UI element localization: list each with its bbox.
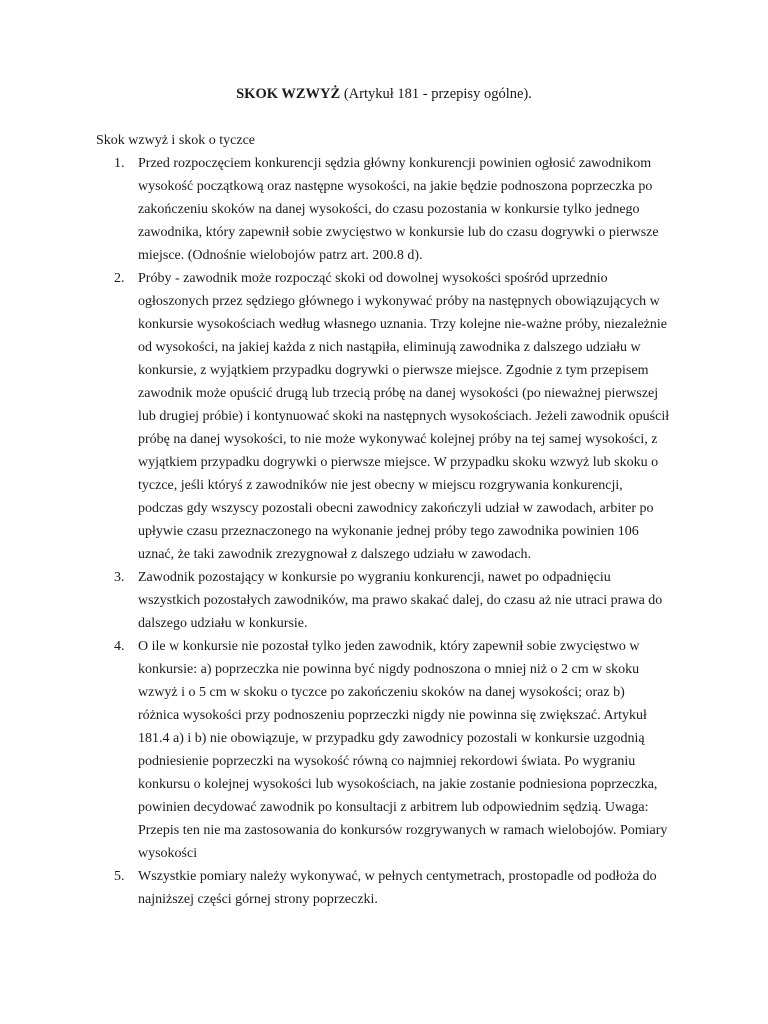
text-line: zakończeniu skoków na danej wysokości, do czasu pozostania w konkursie tylko jednego	[138, 202, 640, 217]
text-line: uznać, że taki zawodnik zrezygnował z dalszego udziału w zawodach.	[138, 547, 531, 562]
text-line: zawodnika, który zapewnił sobie zwycięstwo w konkursie lub do czasu dogrywki o pierwsze	[138, 225, 659, 240]
list-item-number: 1.	[114, 156, 125, 171]
text-line: konkursu o kolejnej wysokości lub wysokościach, na jakie zostanie podniesiona poprzeczka,	[138, 777, 658, 792]
list-item-number: 5.	[114, 869, 125, 884]
text-line: wszystkich pozostałych zawodników, ma prawo skakać dalej, do czasu aż nie utraci prawa do	[138, 593, 663, 608]
text-line: wysokość początkową oraz następne wysokości, na jakie będzie podnoszona poprzeczka po	[138, 179, 653, 194]
list-item-text	[138, 635, 676, 865]
list-item-text	[138, 152, 676, 267]
text-line: powinien decydować zawodnik po konsultacji z arbitrem lub odpowiednim sędzią. Uwaga:	[138, 800, 649, 815]
text-line: wysokości	[138, 846, 198, 861]
list-item-number: 4.	[114, 639, 125, 654]
text-line: tyczce, jeśli któryś z zawodników nie jest obecny w miejscu rozgrywania konkurencji,	[138, 478, 623, 493]
text-line: ogłoszonych przez sędziego głównego i wykonywać próby na następnych obowiązujących w	[138, 294, 660, 309]
list-item	[0, 566, 768, 635]
text-line: miejsce. (Odnośnie wielobojów patrz art. 200.8 d).	[138, 248, 423, 263]
list-item	[0, 152, 768, 267]
list-item	[0, 635, 768, 865]
list-item-text	[138, 865, 676, 911]
text-line: podniesienie poprzeczki na wysokość równą co najmniej rekordowi świata. Po wygraniu	[138, 754, 636, 769]
list-item	[0, 865, 768, 911]
list-item-number: 2.	[114, 271, 125, 286]
text-line: upływie czasu przeznaczonego na wykonanie jednej próby tego zawodnika powinien 106	[138, 524, 639, 539]
text-line: od wysokości, na jakiej każda z nich nastąpiła, eliminują zawodnika z dalszego udziału w	[138, 340, 641, 355]
text-line: Próby - zawodnik może rozpocząć skoki od dowolnej wysokości spośród uprzednio	[138, 271, 608, 286]
text-line: zawodnik może opuścić drugą lub trzecią próbę na danej wysokości (po nieważnej pierwszej	[138, 386, 659, 401]
list-item	[0, 267, 768, 566]
document-title	[0, 84, 768, 104]
text-line: różnica wysokości przy podnoszeniu poprzeczki nigdy nie powinna się zwiększać. Artykuł	[138, 708, 647, 723]
text-line: Przepis ten nie ma zastosowania do konkursów rozgrywanych w ramach wielobojów. Pomiary	[138, 823, 668, 838]
text-line: Przed rozpoczęciem konkurencji sędzia główny konkurencji powinien ogłosić zawodnikom	[138, 156, 652, 171]
section-subtitle: Skok wzwyż i skok o tyczce	[96, 133, 256, 148]
text-line: próbę na danej wysokości, to nie może wykonywać kolejnej próby na tej samej wysokości, z	[138, 432, 658, 447]
numbered-rule-list	[0, 152, 768, 911]
text-line: wzwyż i o 5 cm w skoku o tyczce po zakończeniu skoków na danej wysokości; oraz b)	[138, 685, 625, 700]
list-item-number: 3.	[114, 570, 125, 585]
text-line: konkursie, z wyjątkiem przypadku dogrywki o pierwsze miejsce. Zgodnie z tym przepisem	[138, 363, 649, 378]
list-item-text	[138, 566, 676, 635]
text-line: dalszego udziału w konkursie.	[138, 616, 308, 631]
text-line: O ile w konkursie nie pozostał tylko jeden zawodnik, który zapewnił sobie zwycięstwo w	[138, 639, 640, 654]
text-line: Wszystkie pomiary należy wykonywać, w pełnych centymetrach, prostopadle od podłoża do	[138, 869, 657, 884]
list-item-text	[138, 267, 676, 566]
text-line: Zawodnik pozostający w konkursie po wygraniu konkurencji, nawet po odpadnięciu	[138, 570, 611, 585]
text-line: 181.4 a) i b) nie obowiązuje, w przypadku gdy zawodnicy pozostali w konkursie uzgodnią	[138, 731, 645, 746]
text-line: konkursie wysokościach według własnego uznania. Trzy kolejne nie-ważne próby, niezależnie	[138, 317, 667, 332]
title-bold: SKOK WZWYŻ	[236, 86, 341, 102]
text-line: konkursie: a) poprzeczka nie powinna być nigdy podnoszona o mniej niż o 2 cm w skoku	[138, 662, 640, 677]
text-line: lub drugiej próbie) i kontynuować skoki na następnych wysokościach. Jeżeli zawodnik opuścił	[138, 409, 670, 424]
text-line: podczas gdy wszyscy pozostali obecni zawodnicy zakończyli udział w zawodach, arbiter po	[138, 501, 654, 516]
title-rest: (Artykuł 181 - przepisy ogólne).	[340, 86, 532, 102]
text-line: najniższej części górnej strony poprzeczki.	[138, 892, 378, 907]
text-line: wyjątkiem przypadku dogrywki o pierwsze miejsce. W przypadku skoku wzwyż lub skoku o	[138, 455, 659, 470]
